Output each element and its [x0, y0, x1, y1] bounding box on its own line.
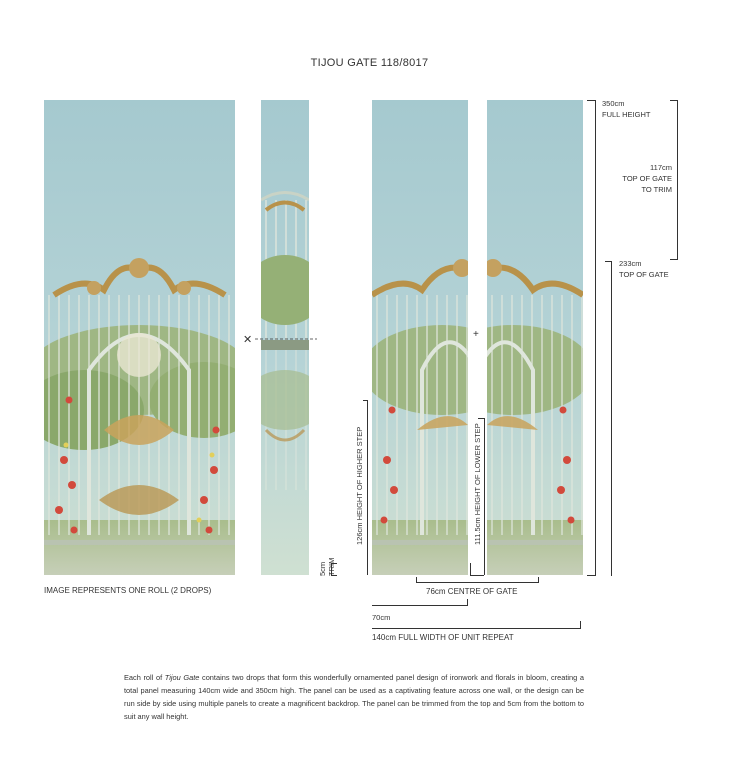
top-gate-trim-label2: TO TRIM	[641, 185, 672, 194]
higher-step-label: 126cm HEIGHT OF HIGHER STEP	[355, 426, 364, 545]
full-width-label: 140cm FULL WIDTH OF UNIT REPEAT	[372, 633, 514, 642]
width-70-line	[372, 605, 468, 606]
full-height-bottom-tick	[587, 575, 596, 576]
trim-value: 5cm	[318, 561, 327, 576]
centre-gate-left-tick	[416, 577, 417, 583]
full-width-tick	[580, 621, 581, 629]
full-height-label: FULL HEIGHT	[602, 110, 651, 119]
description-body: contains two drops that form this wonderfully ornamented panel design of ironwork and florals in bloom, creating a total panel measuring 140cm wide and 350cm high. The panel can be used as a captivating feature across one wall, or the design can be run side by side using multiple panels to create a magnificent backdrop. The panel can be trimmed from the top and 5cm from the bottom to suit any wall height.	[124, 673, 585, 721]
page-title: TIJOU GATE 118/8017	[310, 57, 429, 69]
full-height-line	[595, 100, 596, 576]
right-drop-panel	[487, 100, 583, 575]
top-gate-trim-value: 117cm	[650, 163, 672, 172]
width-70-tick	[467, 599, 468, 606]
lower-step-tick	[478, 418, 484, 419]
top-to-gate-bottom-tick	[670, 259, 678, 260]
product-description	[124, 671, 584, 723]
full-height-top-tick	[587, 100, 596, 101]
description-intro: Each roll of	[124, 673, 165, 682]
width-70-label: 70cm	[372, 613, 391, 622]
full-width-line	[372, 628, 581, 629]
top-of-gate-value: 233cm	[619, 259, 642, 268]
top-of-gate-line	[611, 261, 612, 576]
top-gate-trim-label1: TOP OF GATE	[622, 174, 672, 183]
trim-label: TRIM	[327, 557, 336, 576]
full-height-value: 350cm	[602, 99, 625, 108]
higher-step-line	[367, 400, 368, 575]
lower-step-label: 111.5cm HEIGHT OF LOWER STEP	[473, 423, 482, 545]
roll-caption: IMAGE REPRESENTS ONE ROLL (2 DROPS)	[44, 586, 212, 595]
lower-step-bracket-base	[470, 575, 484, 576]
lower-step-line	[484, 418, 485, 575]
top-of-gate-tick	[605, 261, 612, 262]
cut-line-marker	[243, 333, 319, 345]
top-of-gate-label: TOP OF GATE	[619, 270, 669, 279]
alignment-plus-mark: +	[473, 329, 479, 340]
centre-gate-right-tick	[538, 577, 539, 583]
higher-step-tick	[363, 400, 368, 401]
description-product-name: Tijou Gate	[164, 673, 200, 682]
full-gate-panel	[44, 100, 235, 575]
centre-gate-label: 76cm CENTRE OF GATE	[426, 587, 518, 596]
svg-text:✕: ✕	[243, 333, 253, 345]
centre-gate-line	[416, 582, 539, 583]
top-to-gate-top-tick	[670, 100, 678, 101]
left-drop-panel	[372, 100, 468, 575]
top-to-gate-line	[677, 100, 678, 260]
